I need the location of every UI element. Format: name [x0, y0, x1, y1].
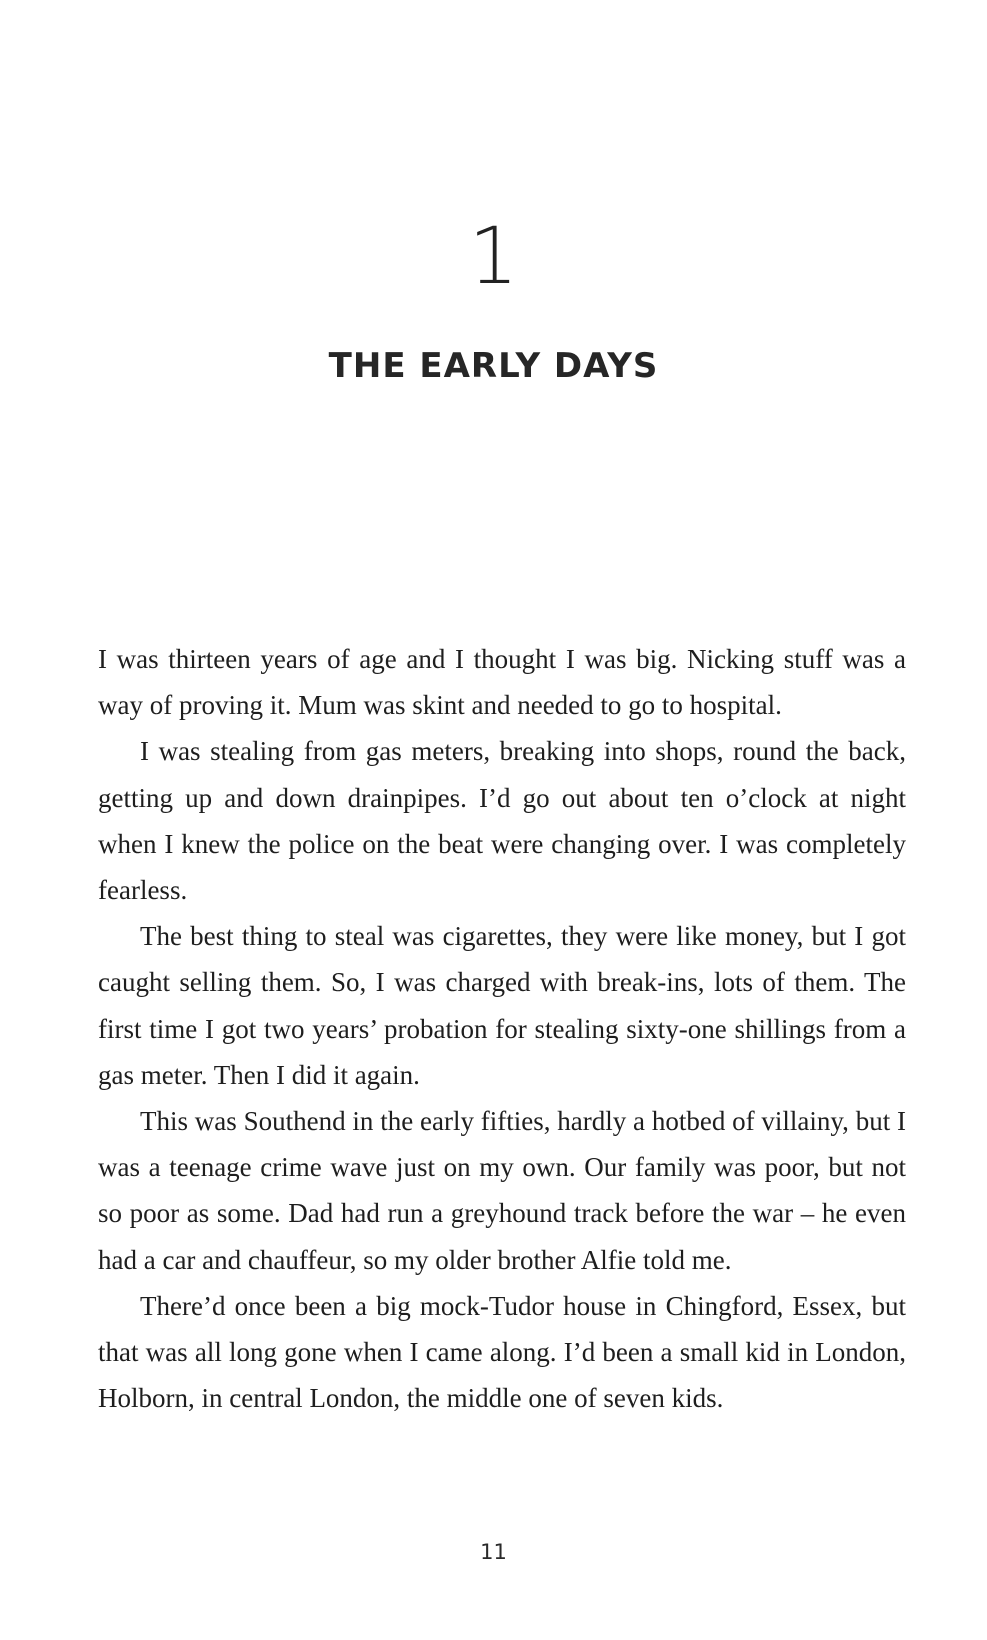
- page-number: 11: [480, 1540, 507, 1564]
- paragraph: I was thirteen years of age and I thought I was big. Nicking stuff was a way of proving it. Mum was skint and needed to go to hospital.: [98, 644, 906, 721]
- chapter-title: THE EARLY DAYS: [328, 346, 659, 386]
- paragraph: This was Southend in the early fifties, hardly a hotbed of villainy, but I was a teenage crime wave just on my own. Our family was poor, but not so poor as some. Dad had run a greyhound track before the war – he even had a car and chauffeur, so my older brother Alfie told me.: [98, 1106, 906, 1275]
- paragraph: There’d once been a big mock-Tudor house in Chingford, Essex, but that was all long gone when I came along. I’d been a small kid in London, Holborn, in central London, the middle one of seven kids.: [98, 1290, 906, 1414]
- paragraph: The best thing to steal was cigarettes, they were like money, but I got caught selling them. So, I was charged with break-ins, lots of them. The first time I got two years’ probation for stealing sixty-one shillings from a gas meter. Then I did it again.: [98, 921, 906, 1090]
- chapter-number: 1: [468, 212, 519, 302]
- chapter-body: [98, 636, 906, 1421]
- paragraph: I was stealing from gas meters, breaking into shops, round the back, getting up and down drainpipes. I’d go out about ten o’clock at night when I knew the police on the beat were changing over. I was completely fearless.: [98, 736, 906, 906]
